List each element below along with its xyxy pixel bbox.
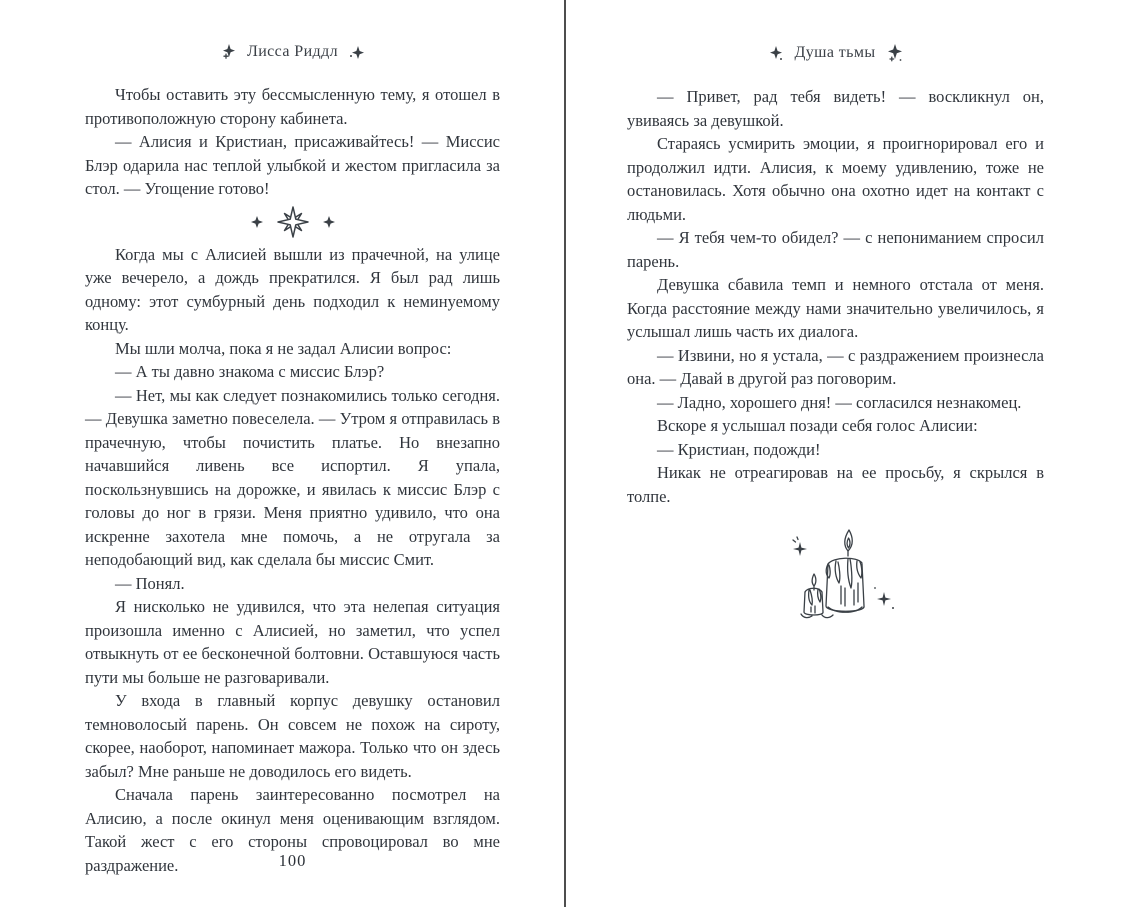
paragraph: — Кристиан, подожди!: [657, 439, 821, 459]
header-title: Душа тьмы: [794, 44, 876, 61]
page-number: 100: [278, 851, 307, 870]
star-divider-ornament-icon: [245, 205, 341, 239]
paragraph: Никак не отреагировав на ее просьбу, я скрылся в толпе.: [627, 463, 1044, 506]
paragraph: Я нисколько не удивился, что эта нелепая ситуация произошла именно с Алисией, но заметил, что успел отвыкнуть от ее бесконечной болтовни. Оставшуюся часть пути мы больше не разговаривали.: [85, 597, 500, 687]
sparkle-icon: [349, 43, 364, 61]
paragraph: Вскоре я услышал позади себя голос Алисии:: [657, 416, 978, 435]
right-page-text: [627, 85, 1044, 508]
sparkle-icon: [768, 44, 783, 62]
paragraph: Мы шли молча, пока я не задал Алисии вопрос:: [115, 338, 452, 358]
paragraph: Девушка сбавила темп и немного отстала от меня. Когда расстояние между нами значительно увеличилось, я услышал лишь часть их диалога.: [627, 275, 1044, 341]
paragraph: Чтобы оставить эту бессмысленную тему, я отошел в противоположную сторону кабинета.: [85, 85, 500, 128]
paragraph: — Алисия и Кристиан, присаживайтесь! — Миссис Блэр одарила нас теплой улыбкой и жестом пригласила за стол. — Угощение готово!: [85, 132, 500, 198]
right-page: [566, 0, 1130, 907]
paragraph: — А ты давно знакома с миссис Блэр?: [115, 362, 385, 381]
left-page: [0, 0, 564, 907]
paragraph: У входа в главный корпус девушку остановил темноволосый парень. Он совсем не похож на сироту, скорее, наоборот, напоминает мажора. Только что он здесь забыл? Мне раньше не доводилось его видеть.: [85, 691, 500, 781]
paragraph: Сначала парень заинтересованно посмотрел на Алисию, а после окинул меня оценивающим взглядом. Такой жест с его стороны спровоцировал во мне раздражение.: [85, 785, 500, 875]
paragraph: — Понял.: [115, 573, 185, 593]
section-divider: [85, 203, 500, 241]
paragraph: — Я тебя чем-то обидел? — с непониманием спросил парень.: [627, 228, 1044, 271]
left-page-text: [85, 83, 500, 877]
paragraph: Когда мы с Алисией вышли из прачечной, на улице уже вечерело, а дождь прекратился. Я был рад лишь одному: этот сумбурный день подходил к неминуемому концу.: [85, 244, 500, 334]
paragraph: — Привет, рад тебя видеть! — воскликнул он, увиваясь за девушкой.: [627, 87, 1044, 130]
candle-illustration: [791, 528, 897, 624]
paragraph: — Извини, но я устала, — с раздражением произнесла она. — Давай в другой раз поговорим.: [627, 345, 1044, 388]
paragraph: — Ладно, хорошего дня! — согласился незнакомец.: [657, 392, 1022, 412]
candle-icon: [791, 528, 897, 624]
paragraph: — Нет, мы как следует познакомились только сегодня. — Девушка заметно повеселела. — Утром я отправилась в прачечную, чтобы почистить платье. Но внезапно начавшийся ливень все испортил. Я упала, поскользнувшись на дорожке, и явилась к миссис Блэр с головы до ног в грязи. Меня приятно удивило, что она искренне захотела мне помочь, а не отругала за неподобающий вид, как сделала бы миссис Смит.: [85, 385, 500, 569]
sparkle-icon: [887, 43, 903, 63]
left-running-header: [85, 43, 500, 61]
paragraph: Стараясь усмирить эмоции, я проигнорировал его и продолжил идти. Алисия, к моему удивлению, тоже не остановилась. Хотя обычно она охотно идет на контакт с людьми.: [627, 134, 1044, 224]
right-running-header: [627, 43, 1044, 63]
header-title: Лисса Риддл: [246, 43, 339, 60]
sparkle-icon: [221, 43, 236, 61]
